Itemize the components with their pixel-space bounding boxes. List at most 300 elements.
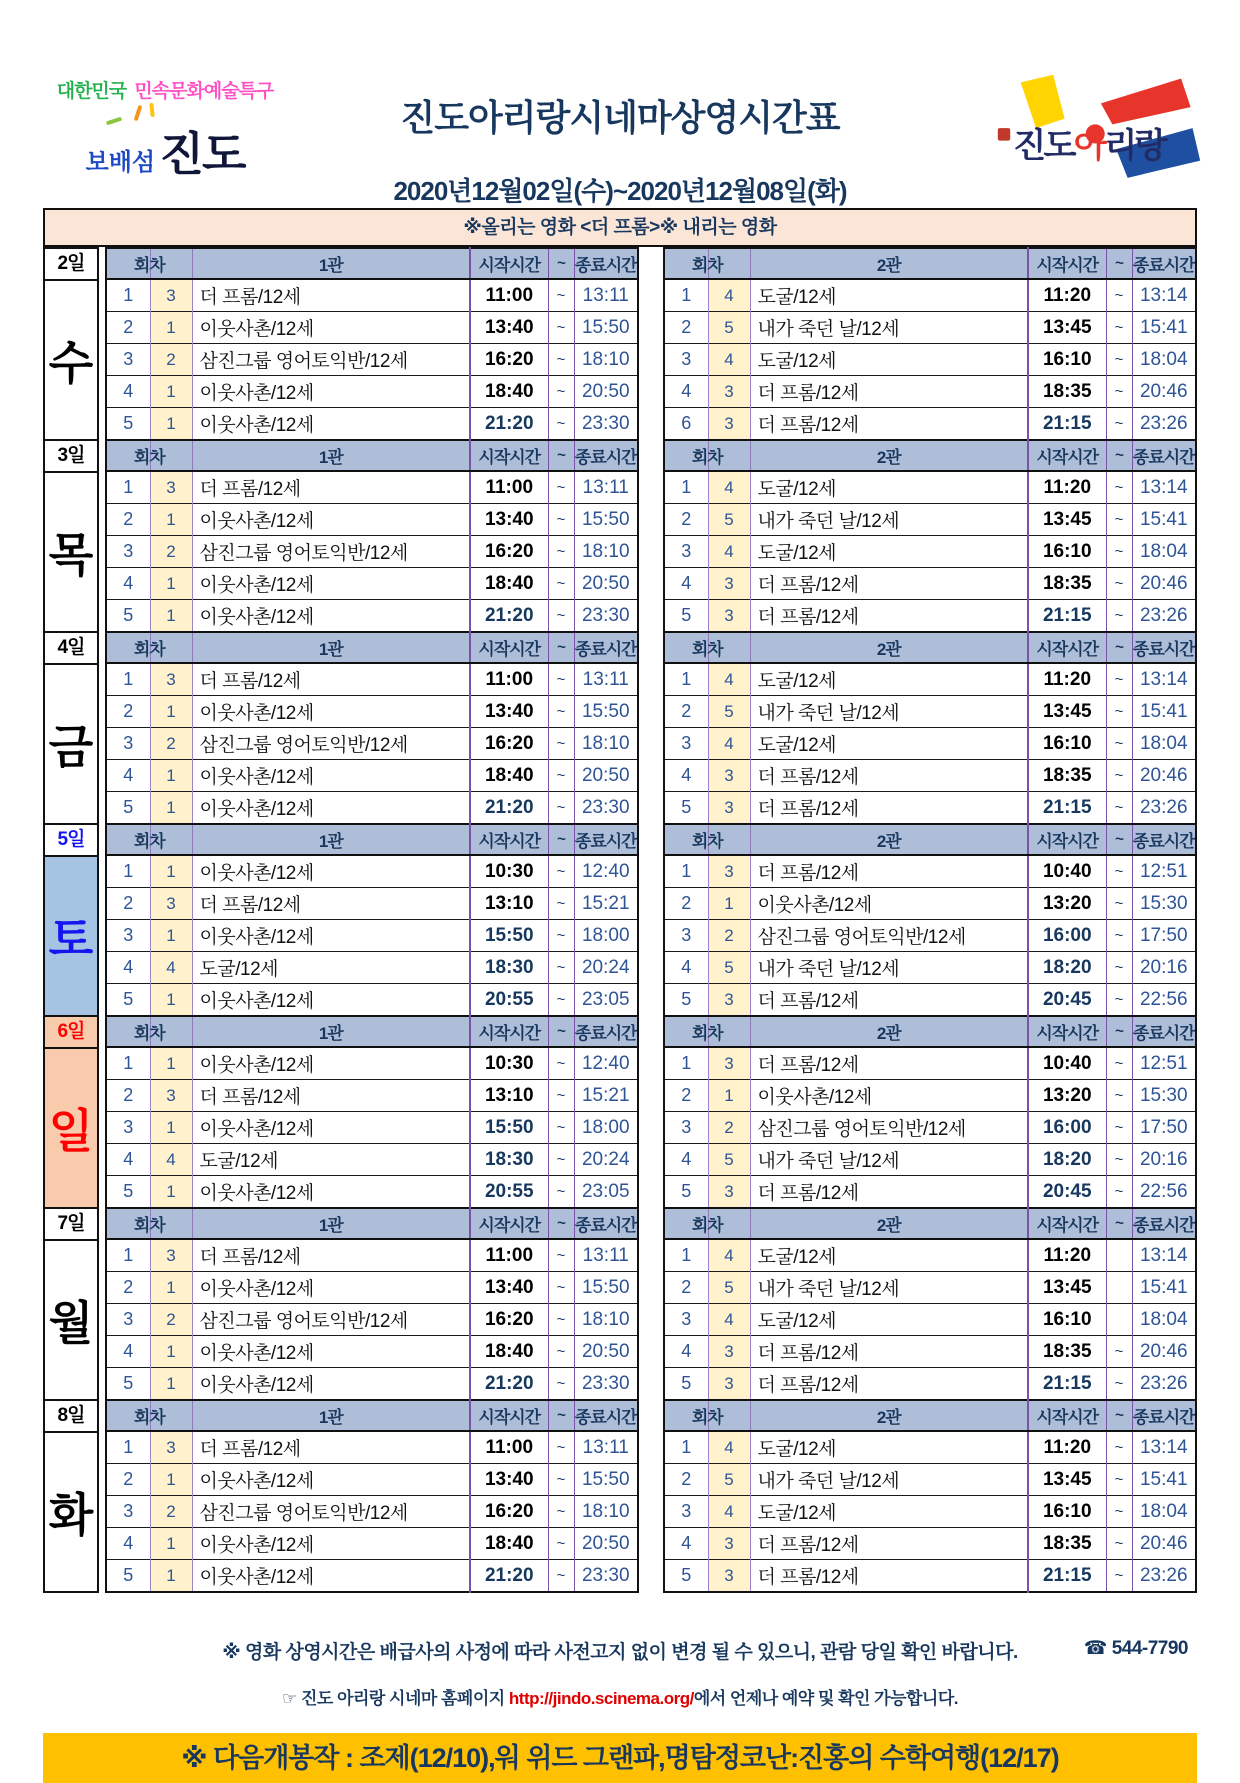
tilde-cell: ~ <box>1106 376 1132 408</box>
day-column <box>43 247 99 441</box>
end-time-cell: 13:14 <box>1132 279 1196 312</box>
tilde-cell: ~ <box>548 504 574 536</box>
tilde-cell: ~ <box>1106 408 1132 441</box>
table-gap <box>639 247 663 441</box>
movie-title-cell: 이웃사촌/12세 <box>192 1528 470 1560</box>
end-time-cell: 23:26 <box>1132 1560 1196 1593</box>
screening-row <box>664 312 1196 344</box>
movie-title-cell: 이웃사촌/12세 <box>192 1464 470 1496</box>
session-number-cell: 2 <box>106 1272 150 1304</box>
end-time-cell: 12:40 <box>574 855 638 888</box>
screening-row <box>664 696 1196 728</box>
movie-title-cell: 도굴/12세 <box>750 1431 1028 1464</box>
screening-count-cell: 3 <box>708 1560 750 1593</box>
tilde-cell: ~ <box>548 1496 574 1528</box>
tilde-cell: ~ <box>548 408 574 441</box>
day-weekday: 화 <box>48 1489 94 1541</box>
screening-row <box>106 888 638 920</box>
movie-title-cell: 내가 죽던 날/12세 <box>750 312 1028 344</box>
end-time-cell: 17:50 <box>1132 1112 1196 1144</box>
movie-title-cell: 이웃사촌/12세 <box>192 1560 470 1593</box>
start-time-cell: 18:35 <box>1028 568 1106 600</box>
tilde-cell: ~ <box>548 1047 574 1080</box>
movie-title-cell: 더 프롬/12세 <box>192 471 470 504</box>
column-header-screen1: 1관 <box>192 632 470 663</box>
movie-title-cell: 이웃사촌/12세 <box>192 696 470 728</box>
movie-title-cell: 이웃사촌/12세 <box>192 920 470 952</box>
end-time-cell: 23:26 <box>1132 792 1196 825</box>
screening-row <box>106 1176 638 1209</box>
column-header-screen2: 2관 <box>750 1208 1028 1239</box>
upcoming-releases-banner: ※ 다음개봉작 : 조제(12/10),워 위드 그랜파,명탐정코난:진홍의 수학여행(12/17) <box>43 1733 1197 1783</box>
tilde-cell: ~ <box>1106 1112 1132 1144</box>
end-time-cell: 23:05 <box>574 984 638 1017</box>
start-time-cell: 11:00 <box>470 279 548 312</box>
tilde-cell: ~ <box>1106 1528 1132 1560</box>
jindo-arirang-logo <box>994 62 1204 202</box>
tilde-cell: ~ <box>1106 1176 1132 1209</box>
movie-title-cell: 더 프롬/12세 <box>192 1431 470 1464</box>
column-header-screen1: 1관 <box>192 1400 470 1431</box>
start-time-cell: 10:40 <box>1028 855 1106 888</box>
screening-count-cell: 1 <box>150 1560 192 1593</box>
movie-title-cell: 더 프롬/12세 <box>750 408 1028 441</box>
start-time-cell: 11:20 <box>1028 471 1106 504</box>
screening-row <box>106 376 638 408</box>
end-time-cell: 20:50 <box>574 1336 638 1368</box>
screening-count-cell: 1 <box>708 888 750 920</box>
start-time-cell: 20:55 <box>470 984 548 1017</box>
tilde-cell: ~ <box>1106 1336 1132 1368</box>
screening-row <box>664 1528 1196 1560</box>
table-gap <box>639 631 663 825</box>
movie-title-cell: 이웃사촌/12세 <box>192 855 470 888</box>
column-header-tilde: ~ <box>548 440 574 471</box>
screening-row <box>106 1080 638 1112</box>
end-time-cell: 18:00 <box>574 920 638 952</box>
column-header-session: 회차 <box>106 1400 192 1431</box>
column-header-start-time: 시작시간 <box>1028 632 1106 663</box>
homepage-url[interactable]: http://jindo.scinema.org/ <box>508 1689 694 1708</box>
session-number-cell: 5 <box>106 1176 150 1209</box>
tilde-cell: ~ <box>548 1176 574 1209</box>
start-time-cell: 10:30 <box>470 855 548 888</box>
day-schedule-block <box>43 439 1197 633</box>
screening-row <box>106 1560 638 1593</box>
schedule-header-row <box>106 1208 638 1239</box>
table-gap <box>639 823 663 1017</box>
start-time-cell: 18:40 <box>470 568 548 600</box>
session-number-cell: 6 <box>664 408 708 441</box>
end-time-cell: 13:14 <box>1132 471 1196 504</box>
end-time-cell: 18:10 <box>574 536 638 568</box>
day-schedule-block <box>43 247 1197 441</box>
movie-title-cell: 더 프롬/12세 <box>750 1336 1028 1368</box>
screening-row <box>106 344 638 376</box>
screening-count-cell: 1 <box>150 1176 192 1209</box>
session-number-cell: 3 <box>664 728 708 760</box>
homepage-notice <box>0 1684 1240 1709</box>
movie-change-banner: ※올리는 영화 <더 프롬>※ 내리는 영화 <box>43 208 1197 247</box>
column-header-screen1: 1관 <box>192 1016 470 1047</box>
day-column <box>43 823 99 1017</box>
column-header-end-time: 종료시간 <box>574 1400 638 1431</box>
screening-count-cell: 3 <box>150 279 192 312</box>
end-time-cell: 15:30 <box>1132 1080 1196 1112</box>
movie-title-cell: 도굴/12세 <box>750 279 1028 312</box>
movie-title-cell: 도굴/12세 <box>750 663 1028 696</box>
column-header-tilde: ~ <box>1106 824 1132 855</box>
screening-count-cell: 4 <box>708 1239 750 1272</box>
movie-title-cell: 삼진그룹 영어토익반/12세 <box>192 344 470 376</box>
day-date: 7일 <box>45 1209 97 1241</box>
session-number-cell: 5 <box>106 984 150 1017</box>
screening-count-cell: 1 <box>150 1112 192 1144</box>
session-number-cell: 3 <box>106 920 150 952</box>
screening-count-cell: 1 <box>150 600 192 633</box>
tilde-cell: ~ <box>1106 696 1132 728</box>
session-number-cell: 2 <box>106 312 150 344</box>
session-number-cell: 3 <box>106 1112 150 1144</box>
start-time-cell: 20:45 <box>1028 984 1106 1017</box>
tilde-cell: ~ <box>548 376 574 408</box>
movie-title-cell: 삼진그룹 영어토익반/12세 <box>192 1496 470 1528</box>
session-number-cell: 2 <box>664 696 708 728</box>
table-gap <box>639 439 663 633</box>
screening-count-cell: 3 <box>150 471 192 504</box>
day-weekday: 목 <box>48 529 94 581</box>
screen2-schedule-table <box>663 823 1197 1017</box>
screening-row <box>106 952 638 984</box>
screening-count-cell: 1 <box>150 760 192 792</box>
start-time-cell: 18:35 <box>1028 760 1106 792</box>
screening-count-cell: 1 <box>150 376 192 408</box>
column-header-start-time: 시작시간 <box>1028 1400 1106 1431</box>
screening-count-cell: 4 <box>150 1144 192 1176</box>
tilde-cell <box>1106 1272 1132 1304</box>
end-time-cell: 23:30 <box>574 1560 638 1593</box>
movie-title-cell: 도굴/12세 <box>750 344 1028 376</box>
column-header-tilde: ~ <box>1106 248 1132 279</box>
session-number-cell: 3 <box>106 728 150 760</box>
day-column <box>43 1207 99 1401</box>
screening-row <box>664 1368 1196 1401</box>
screen1-schedule-table <box>105 1207 639 1401</box>
screening-row <box>664 376 1196 408</box>
start-time-cell: 21:15 <box>1028 1560 1106 1593</box>
end-time-cell: 13:14 <box>1132 663 1196 696</box>
screening-row <box>106 504 638 536</box>
schedule-header-row <box>664 248 1196 279</box>
column-header-screen2: 2관 <box>750 440 1028 471</box>
start-time-cell: 13:10 <box>470 1080 548 1112</box>
start-time-cell: 13:45 <box>1028 1464 1106 1496</box>
end-time-cell: 20:46 <box>1132 760 1196 792</box>
movie-title-cell: 더 프롬/12세 <box>750 1368 1028 1401</box>
start-time-cell: 11:20 <box>1028 663 1106 696</box>
tilde-cell: ~ <box>1106 344 1132 376</box>
timetable <box>43 208 1197 1593</box>
column-header-session: 회차 <box>664 1208 750 1239</box>
column-header-tilde: ~ <box>1106 1400 1132 1431</box>
screening-count-cell: 3 <box>708 1047 750 1080</box>
schedule-header-row <box>664 1208 1196 1239</box>
screening-count-cell: 1 <box>150 1528 192 1560</box>
screening-row <box>106 1239 638 1272</box>
screening-count-cell: 1 <box>150 408 192 441</box>
column-header-start-time: 시작시간 <box>470 440 548 471</box>
movie-title-cell: 내가 죽던 날/12세 <box>750 1272 1028 1304</box>
tilde-cell: ~ <box>1106 1464 1132 1496</box>
session-number-cell: 1 <box>106 1047 150 1080</box>
tilde-cell: ~ <box>548 792 574 825</box>
start-time-cell: 13:20 <box>1028 888 1106 920</box>
session-number-cell: 5 <box>106 1368 150 1401</box>
end-time-cell: 18:10 <box>574 728 638 760</box>
tilde-cell: ~ <box>1106 1144 1132 1176</box>
tilde-cell: ~ <box>1106 279 1132 312</box>
start-time-cell: 13:40 <box>470 504 548 536</box>
start-time-cell: 13:10 <box>470 888 548 920</box>
session-number-cell: 2 <box>664 312 708 344</box>
screening-row <box>106 1272 638 1304</box>
session-number-cell: 2 <box>664 504 708 536</box>
table-gap <box>639 1399 663 1593</box>
session-number-cell: 2 <box>664 1464 708 1496</box>
session-number-cell: 4 <box>664 376 708 408</box>
screen1-schedule-table <box>105 439 639 633</box>
screening-row <box>664 1464 1196 1496</box>
end-time-cell: 20:50 <box>574 760 638 792</box>
column-header-end-time: 종료시간 <box>1132 824 1196 855</box>
end-time-cell: 17:50 <box>1132 920 1196 952</box>
movie-title-cell: 도굴/12세 <box>750 536 1028 568</box>
tilde-cell: ~ <box>548 344 574 376</box>
screen2-schedule-table <box>663 631 1197 825</box>
screening-row <box>106 600 638 633</box>
session-number-cell: 4 <box>106 1144 150 1176</box>
session-number-cell: 2 <box>664 888 708 920</box>
movie-title-cell: 이웃사촌/12세 <box>192 792 470 825</box>
page-header <box>0 0 1240 208</box>
schedule-change-notice <box>0 1637 1240 1664</box>
day-schedule-block <box>43 1015 1197 1209</box>
screening-row <box>664 1431 1196 1464</box>
screening-row <box>664 471 1196 504</box>
end-time-cell: 15:41 <box>1132 504 1196 536</box>
column-header-session: 회차 <box>664 824 750 855</box>
tilde-cell: ~ <box>548 1144 574 1176</box>
column-header-start-time: 시작시간 <box>470 1016 548 1047</box>
movie-title-cell: 이웃사촌/12세 <box>192 760 470 792</box>
end-time-cell: 20:16 <box>1132 1144 1196 1176</box>
movie-title-cell: 더 프롬/12세 <box>192 663 470 696</box>
column-header-session: 회차 <box>106 248 192 279</box>
column-header-screen2: 2관 <box>750 632 1028 663</box>
column-header-end-time: 종료시간 <box>1132 1016 1196 1047</box>
column-header-tilde: ~ <box>548 1016 574 1047</box>
session-number-cell: 2 <box>106 504 150 536</box>
screening-count-cell: 5 <box>708 312 750 344</box>
end-time-cell: 15:41 <box>1132 1272 1196 1304</box>
end-time-cell: 18:04 <box>1132 1304 1196 1336</box>
column-header-start-time: 시작시간 <box>1028 824 1106 855</box>
end-time-cell: 15:50 <box>574 1464 638 1496</box>
screening-count-cell: 3 <box>150 1080 192 1112</box>
movie-title-cell: 삼진그룹 영어토익반/12세 <box>750 1112 1028 1144</box>
screen1-schedule-table <box>105 1015 639 1209</box>
column-header-tilde: ~ <box>548 632 574 663</box>
movie-title-cell: 더 프롬/12세 <box>750 1047 1028 1080</box>
tilde-cell <box>1106 1304 1132 1336</box>
column-header-start-time: 시작시간 <box>470 248 548 279</box>
screening-row <box>106 920 638 952</box>
end-time-cell: 15:41 <box>1132 312 1196 344</box>
screening-count-cell: 1 <box>150 920 192 952</box>
column-header-screen1: 1관 <box>192 440 470 471</box>
phone-number: ☎ 544-7790 <box>1083 1638 1188 1659</box>
day-date: 3일 <box>45 441 97 473</box>
start-time-cell: 18:35 <box>1028 1336 1106 1368</box>
end-time-cell: 15:21 <box>574 888 638 920</box>
tilde-cell: ~ <box>548 568 574 600</box>
screening-count-cell: 2 <box>150 1496 192 1528</box>
start-time-cell: 13:45 <box>1028 312 1106 344</box>
session-number-cell: 1 <box>106 663 150 696</box>
end-time-cell: 13:14 <box>1132 1239 1196 1272</box>
screening-count-cell: 3 <box>708 984 750 1017</box>
session-number-cell: 2 <box>106 1080 150 1112</box>
screening-count-cell: 2 <box>708 920 750 952</box>
column-header-screen2: 2관 <box>750 824 1028 855</box>
end-time-cell: 20:24 <box>574 952 638 984</box>
start-time-cell: 16:20 <box>470 1496 548 1528</box>
start-time-cell: 18:30 <box>470 1144 548 1176</box>
column-header-session: 회차 <box>106 632 192 663</box>
movie-title-cell: 더 프롬/12세 <box>192 1080 470 1112</box>
session-number-cell: 3 <box>664 344 708 376</box>
homepage-text-post: 에서 언제나 예약 및 확인 가능합니다. <box>693 1689 958 1708</box>
session-number-cell: 3 <box>106 1304 150 1336</box>
movie-title-cell: 더 프롬/12세 <box>750 792 1028 825</box>
column-header-screen2: 2관 <box>750 248 1028 279</box>
column-header-session: 회차 <box>106 824 192 855</box>
tilde-cell: ~ <box>548 312 574 344</box>
tilde-cell: ~ <box>548 1304 574 1336</box>
end-time-cell: 23:30 <box>574 408 638 441</box>
column-header-session: 회차 <box>664 1400 750 1431</box>
end-time-cell: 18:04 <box>1132 536 1196 568</box>
screening-row <box>664 1112 1196 1144</box>
session-number-cell: 3 <box>664 920 708 952</box>
day-schedule-block <box>43 1207 1197 1401</box>
screening-row <box>664 920 1196 952</box>
column-header-tilde: ~ <box>1106 1208 1132 1239</box>
screen1-schedule-table <box>105 1399 639 1593</box>
start-time-cell: 20:55 <box>470 1176 548 1209</box>
column-header-start-time: 시작시간 <box>1028 1208 1106 1239</box>
movie-title-cell: 도굴/12세 <box>192 1144 470 1176</box>
session-number-cell: 1 <box>106 279 150 312</box>
column-header-end-time: 종료시간 <box>1132 1208 1196 1239</box>
start-time-cell: 18:20 <box>1028 952 1106 984</box>
column-header-end-time: 종료시간 <box>574 1016 638 1047</box>
tilde-cell: ~ <box>1106 888 1132 920</box>
schedule-header-row <box>664 632 1196 663</box>
movie-title-cell: 삼진그룹 영어토익반/12세 <box>192 1304 470 1336</box>
column-header-end-time: 종료시간 <box>1132 1400 1196 1431</box>
screening-row <box>106 312 638 344</box>
page-title: 진도아리랑시네마상영시간표 <box>400 97 840 138</box>
end-time-cell: 23:26 <box>1132 1368 1196 1401</box>
screening-count-cell: 4 <box>708 728 750 760</box>
tilde-cell: ~ <box>1106 952 1132 984</box>
screening-count-cell: 3 <box>708 855 750 888</box>
tilde-cell: ~ <box>548 696 574 728</box>
end-time-cell: 15:50 <box>574 696 638 728</box>
schedule-days <box>43 247 1197 1593</box>
schedule-header-row <box>106 632 638 663</box>
end-time-cell: 23:26 <box>1132 408 1196 441</box>
movie-title-cell: 이웃사촌/12세 <box>192 984 470 1017</box>
movie-title-cell: 내가 죽던 날/12세 <box>750 952 1028 984</box>
movie-title-cell: 이웃사촌/12세 <box>192 504 470 536</box>
tilde-cell: ~ <box>548 984 574 1017</box>
screening-count-cell: 3 <box>708 1528 750 1560</box>
session-number-cell: 2 <box>106 696 150 728</box>
start-time-cell: 10:40 <box>1028 1047 1106 1080</box>
screening-count-cell: 1 <box>150 696 192 728</box>
screen1-schedule-table <box>105 823 639 1017</box>
start-time-cell: 20:45 <box>1028 1176 1106 1209</box>
day-date: 4일 <box>45 633 97 665</box>
column-header-start-time: 시작시간 <box>470 1208 548 1239</box>
tilde-cell: ~ <box>1106 471 1132 504</box>
start-time-cell: 13:45 <box>1028 1272 1106 1304</box>
tilde-cell: ~ <box>548 920 574 952</box>
arirang-ribbon-icon <box>994 62 1204 202</box>
movie-title-cell: 이웃사촌/12세 <box>750 888 1028 920</box>
end-time-cell: 13:11 <box>574 471 638 504</box>
tilde-cell: ~ <box>1106 855 1132 888</box>
end-time-cell: 18:04 <box>1132 728 1196 760</box>
screening-count-cell: 5 <box>708 1464 750 1496</box>
movie-title-cell: 삼진그룹 영어토익반/12세 <box>192 536 470 568</box>
tilde-cell: ~ <box>548 1431 574 1464</box>
end-time-cell: 13:11 <box>574 1431 638 1464</box>
start-time-cell: 16:20 <box>470 728 548 760</box>
session-number-cell: 5 <box>106 792 150 825</box>
logo-name: 진도 <box>159 126 245 181</box>
svg-text:진도아리랑 <box>1013 126 1168 165</box>
schedule-header-row <box>106 1400 638 1431</box>
screen2-schedule-table <box>663 1015 1197 1209</box>
day-date: 2일 <box>45 249 97 281</box>
end-time-cell: 22:56 <box>1132 984 1196 1017</box>
tilde-cell: ~ <box>548 279 574 312</box>
tilde-cell: ~ <box>548 952 574 984</box>
end-time-cell: 23:26 <box>1132 600 1196 633</box>
start-time-cell: 18:40 <box>470 760 548 792</box>
start-time-cell: 16:20 <box>470 344 548 376</box>
session-number-cell: 4 <box>106 1528 150 1560</box>
session-number-cell: 5 <box>664 984 708 1017</box>
screening-row <box>106 760 638 792</box>
schedule-header-row <box>106 248 638 279</box>
screening-count-cell: 4 <box>708 1496 750 1528</box>
start-time-cell: 13:40 <box>470 1464 548 1496</box>
movie-title-cell: 더 프롬/12세 <box>750 1176 1028 1209</box>
